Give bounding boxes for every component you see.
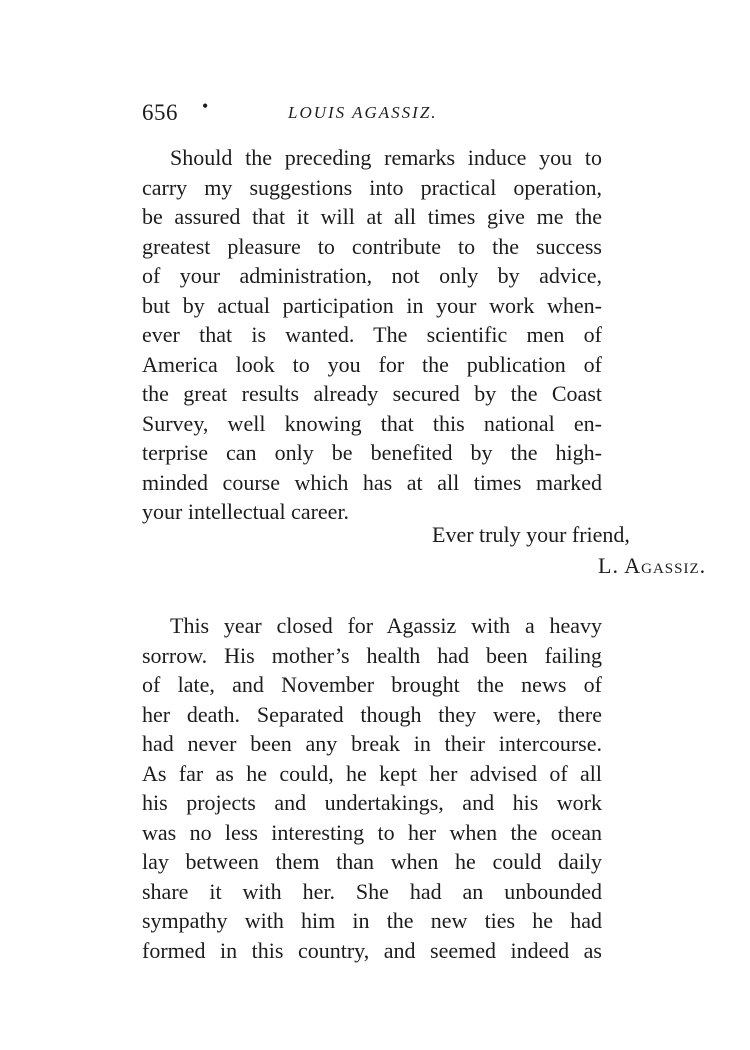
text-line: his projects and undertakings, and his work [142, 790, 602, 815]
closing-signature: L. Agassiz. [598, 553, 707, 578]
text-line: terprise can only be benefited by the high- [142, 440, 602, 465]
text-line: carry my suggestions into practical operation, [142, 174, 602, 200]
text-line: was no less interesting to her when the ocean [142, 819, 602, 845]
text-line: ever that is wanted. The scientific men of [142, 322, 602, 347]
text-line: As far as he could, he kept her advised of all [142, 760, 602, 786]
running-head [142, 96, 602, 132]
text-line: This year closed for Agassiz with a heavy [170, 613, 602, 638]
text-line: minded course which has at all times marked [142, 469, 602, 495]
closing-salutation: Ever truly your friend, [432, 522, 630, 547]
text-line: had never been any break in their intercourse. [142, 731, 602, 756]
text-line: formed in this country, and seemed indeed as [142, 937, 602, 963]
narrative-paragraph [142, 611, 602, 965]
running-title: LOUIS AGASSIZ. [288, 103, 438, 122]
ink-speck: • [202, 96, 209, 116]
text-line: Should the preceding remarks induce you to [170, 145, 602, 170]
letter-paragraph [142, 143, 602, 527]
text-line: Survey, well knowing that this national en- [142, 410, 602, 436]
text-line: be assured that it will at all times give me the [142, 204, 602, 229]
text-line: of late, and November brought the news of [142, 672, 602, 697]
text-line: sorrow. His mother’s health had been failing [142, 642, 602, 668]
text-line: the great results already secured by the Coast [142, 381, 602, 406]
text-line: of your administration, not only by advice, [142, 263, 602, 288]
text-line: sympathy with him in the new ties he had [142, 908, 602, 933]
text-line: greatest pleasure to contribute to the success [142, 233, 602, 259]
text-line: but by actual participation in your work when- [142, 292, 602, 318]
text-line: her death. Separated though they were, there [142, 701, 602, 727]
page-number: 656 [142, 100, 178, 125]
text-line: lay between them than when he could daily [142, 849, 602, 874]
text-line: share it with her. She had an unbounded [142, 878, 602, 904]
text-line: your intellectual career. [142, 499, 350, 524]
text-line: America look to you for the publication of [142, 351, 602, 377]
